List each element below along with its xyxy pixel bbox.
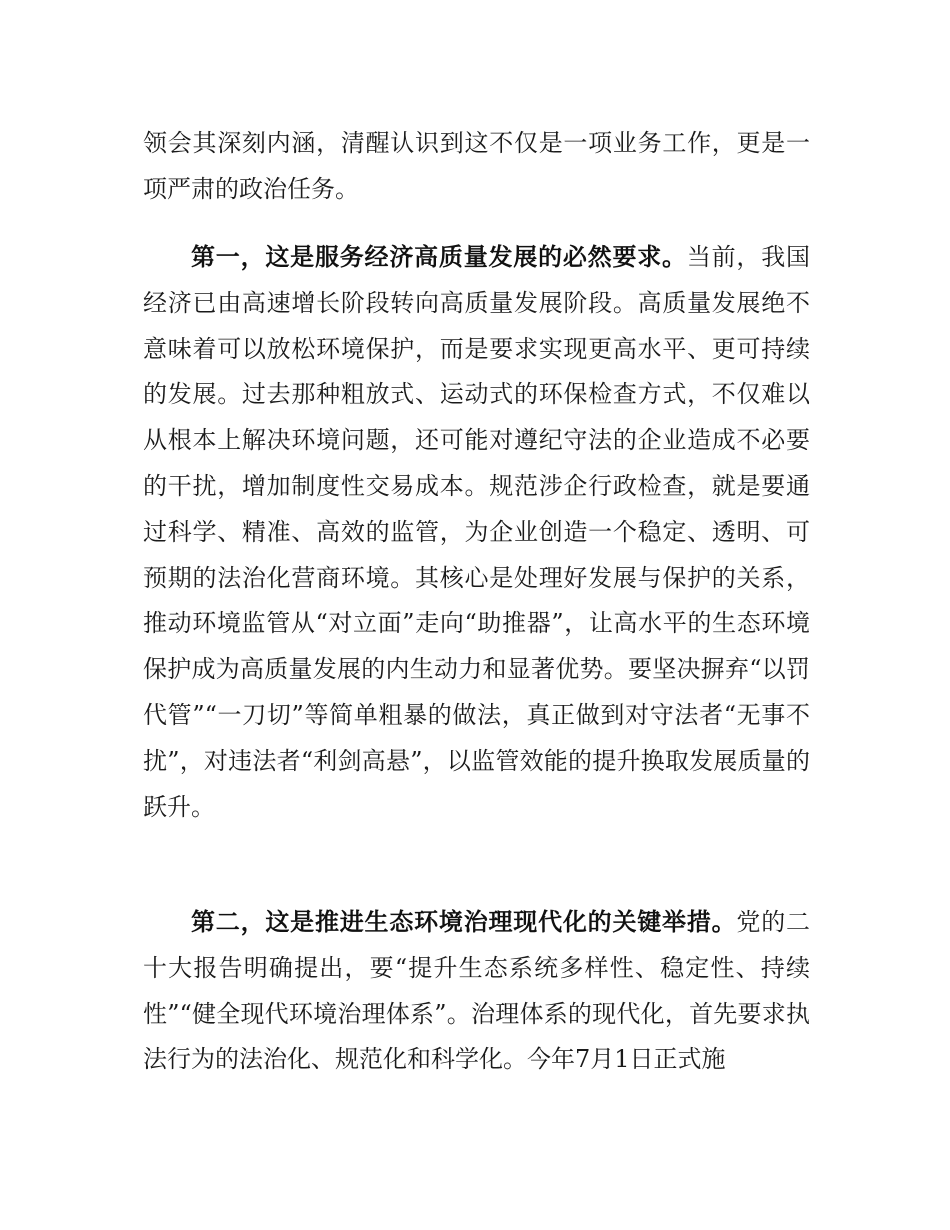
paragraph-content [143,900,810,1083]
paragraph-body: 领会其深刻内涵，清醒认识到这不仅是一项业务工作，更是一项严肃的政治任务。 [143,129,810,203]
paragraph-body: 党的二十大报告明确提出，要“提升生态系统多样性、稳定性、持续性”“健全现代环境治理体系”。治理体系的现代化，首先要求执法行为的法治化、规范化和科学化。今年7月1日正式施 [143,908,811,1074]
paragraph-lead-heading: 第二，这是推进生态环境治理现代化的关键举措。 [191,908,737,936]
paragraph-body: 当前，我国经济已由高速增长阶段转向高质量发展阶段。高质量发展绝不意味着可以放松环境保护，而是要求实现更高水平、更可持续的发展。过去那种粗放式、运动式的环保检查方式，不仅难以从根本上解决环境问题，还可能对遵纪守法的企业造成不必要的干扰，增加制度性交易成本。规范涉企行政检查，就是要通过科学、精准、高效的监管，为企业创造一个稳定、透明、可预期的法治化营商环境。其核心是处理好发展与保护的关系，推动环境监管从“对立面”走向“助推器”，让高水平的生态环境保护成为高质量发展的内生动力和显著优势。要坚决摒弃“以罚代管”“一刀切”等简单粗暴的做法，真正做到对守法者“无事不扰”，对违法者“利剑高悬”，以监管效能的提升换取发展质量的跃升。 [143,243,811,821]
paragraph-second-point [143,900,810,1083]
paragraph-lead-heading: 第一，这是服务经济高质量发展的必然要求。 [191,243,687,271]
paragraph-content [143,235,810,830]
paragraph-continuation [143,121,810,213]
paragraph-first-point [143,235,810,830]
